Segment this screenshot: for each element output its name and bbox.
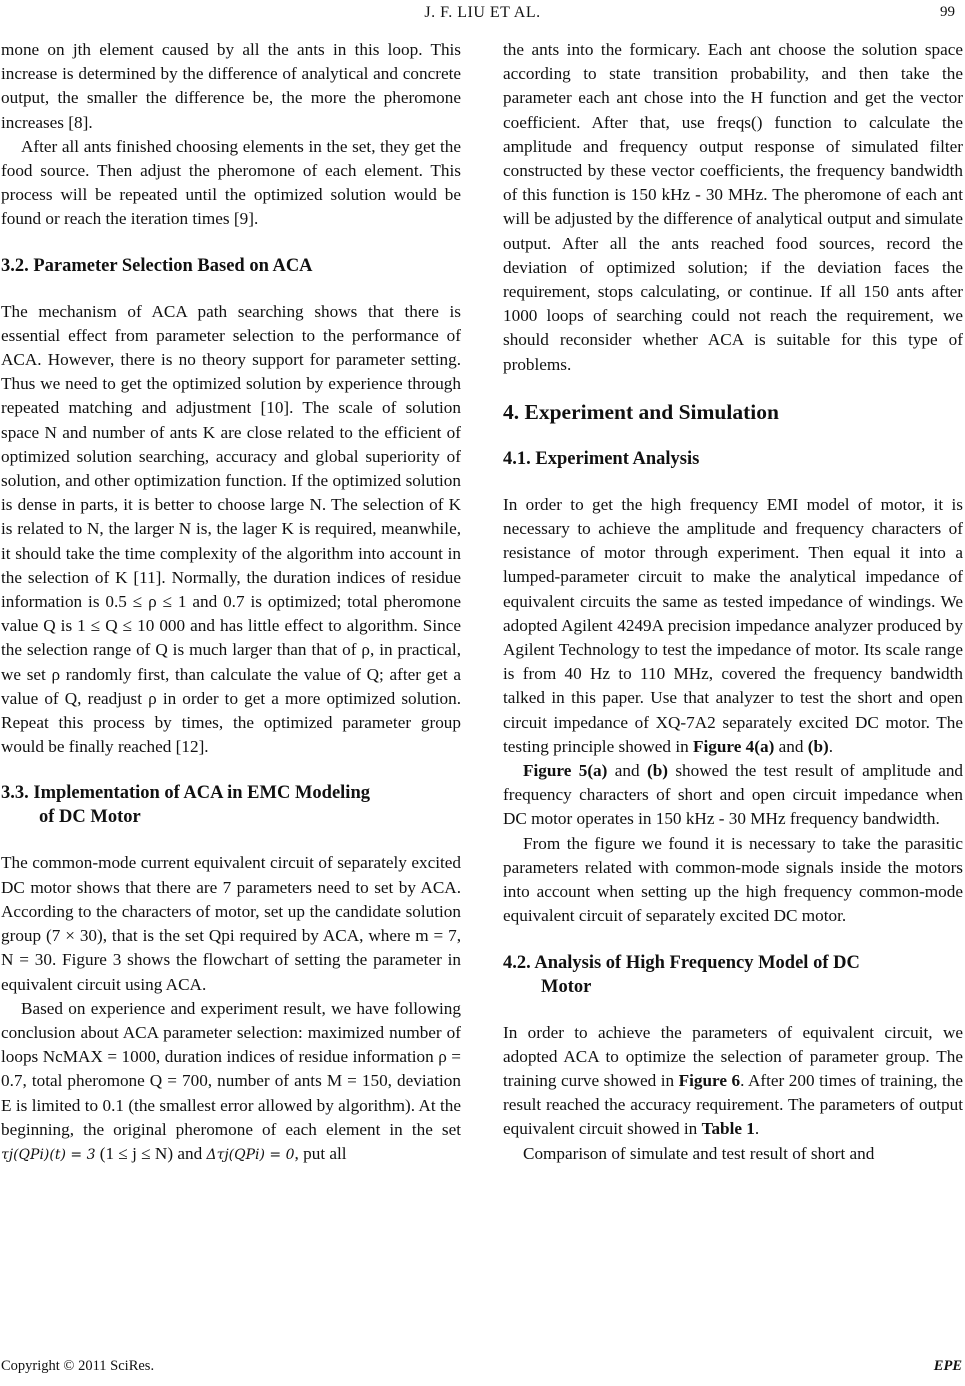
paragraph: The common-mode current equivalent circuit of separately excited DC motor shows that there are 7 parameters need to set by ACA. According to the characters of motor, set up the candidate solution group (7 × 30), that is the set Qpi required by ACA, where m = 7, N = 30. Figure 3 shows the flowchart of setting the parameter in equivalent circuit using ACA. <box>1 853 461 994</box>
section-heading-3-3 <box>1 781 461 829</box>
journal-abbreviation: EPE <box>933 1358 962 1374</box>
paragraph-text: . <box>828 736 834 756</box>
paragraph: From the figure we found it is necessary to take the parasitic parameters related with common-mode signals inside the motors into account when setting up the high frequency common-mode equivalent circuit of separately excited DC motor. <box>503 833 963 926</box>
paragraph-text: showed the test result of amplitude and frequency characters of short and open circuit impedance when DC motor operates in 150 kHz - 30 MHz frequency bandwidth. <box>503 761 964 829</box>
heading-line-2: Motor <box>541 976 592 997</box>
figure-reference: Figure 5(a) <box>523 761 608 781</box>
figure-reference: (b) <box>646 761 668 781</box>
paragraph-text: In order to achieve the parameters of equivalent circuit, we adopted ACA to optimize the selection of parameter group. The training curve showed in <box>503 1022 963 1090</box>
figure-reference: Figure 4(a) <box>693 736 775 756</box>
equation-inline: τj(QPi)(t) = 3 <box>1 1146 96 1163</box>
section-heading-3-2: 3.2. Parameter Selection Based on ACA <box>1 255 313 276</box>
paragraph-text: Based on experience and experiment result, we have following conclusion about ACA parameter selection: maximized number of loops NcMAX = 1000, duration indices of residue information ρ = 0.7, total pheromone Q = 700, number of ants M = 150, deviation E is limited to 0.1 (the smallest error allowed by algorithm). At the beginning, the original pheromone of each element in the set <box>1 998 461 1139</box>
heading-line-1: 4.2. Analysis of High Frequency Model of DC <box>503 952 860 973</box>
figure-reference: (b) <box>807 736 829 756</box>
running-title: J. F. LIU ET AL. <box>424 4 541 21</box>
paragraph: After all ants finished choosing elements in the set, they get the food source. Then adjust the pheromone of each element. This process will be repeated until the optimized solution would be found or reach the iteration times [9]. <box>1 136 461 229</box>
paragraph: Comparison of simulate and test result of short and <box>523 1143 875 1163</box>
page-number: 99 <box>940 4 955 20</box>
section-heading-4: 4. Experiment and Simulation <box>503 399 779 424</box>
paragraph-text: . After 200 times of training, the result reached the accuracy requirement. The parameters of output equivalent circuit showed in <box>503 1070 963 1139</box>
paragraph-text: and <box>778 736 804 756</box>
paragraph <box>1 997 461 1167</box>
paragraph <box>503 759 963 832</box>
paragraph-continued: mone on jth element caused by all the ants in this loop. This increase is determined by the difference of analytical and concrete output, the smaller the difference be, the more the pheromone increases [8]. <box>1 40 461 132</box>
paragraph-text: (1 ≤ j ≤ N) and <box>99 1143 203 1163</box>
paragraph-text: In order to get the high frequency EMI model of motor, it is necessary to achieve the amplitude and frequency characters of resistance of motor through experiment. Then equal it into a lumped-parameter circuit to make the analytical impedance of equivalent circuits the same as tested impedance of windings. We adopted Agilent 4249A precision impedance analyzer produced by Agilent Technology to test the impedance of motor. Its scale range is from 40 Hz to 110 MHz, covered the frequency bandwidth talked in this paper. Use that analyzer to test the short and open circuit impedance of XQ-7A2 separately excited DC motor. The testing principle showed in <box>503 494 963 756</box>
figure-reference: Figure 6 <box>678 1070 741 1090</box>
table-reference: Table 1 <box>701 1119 755 1139</box>
heading-line-2: of DC Motor <box>39 807 141 828</box>
right-column <box>503 38 963 1166</box>
equation-inline: Δτj(QPi) = 0 <box>206 1146 295 1163</box>
paragraph: The mechanism of ACA path searching shows that there is essential effect from parameter selection to the performance of ACA. However, there is no theory support for parameter setting. Thus we need to get the optimized solution by experience through repeated matching and adjustment [10]. The scale of solution space N and number of ants K are close related to the efficient of optimized solution searching, accuracy and global superiority of solution, and other optimization function. If the optimized solution is dense in parts, it is better to choose large N. The selection of K is related to N, the larger N is, the lager K is required, meanwhile, it should take the time complexity of the algorithm into account in the selection of K [11]. Normally, the duration indices of residue information is 0.5 ≤ ρ ≤ 1 and 0.7 is optimized; total pheromone value Q is 1 ≤ Q ≤ 10 000 and has little effect to algorithm. Since the selection range of Q is much larger than that of ρ, in practical, we set ρ randomly first, than calculate the value of Q; after get a value of Q, readjust ρ in order to get a more optimized solution. Repeat this process by times, the optimized parameter group would be finally reached [12]. <box>1 301 461 757</box>
paragraph-continued: the ants into the formicary. Each ant choose the solution space according to state transition probability, and then take the parameter each ant chose into the H function and get the vector coefficient. After that, use freqs() function to calculate the amplitude and frequency output response of simulated filter constructed by these vector coefficients, the frequency bandwidth of this function is 150 kHz - 30 MHz. The pheromone of each ant will be adjusted by the difference of analytical output and simulate output. After all the ants reached food sources, record the deviation of optimized solution; if the deviation faces the requirement, stops calculating, or continue. If all 150 ants after 1000 loops of searching could not reach the requirement, we should reconsider whether ACA is suitable for this type of problems. <box>503 40 963 374</box>
paragraph <box>503 1021 963 1142</box>
left-column <box>1 38 461 1167</box>
section-heading-4-2 <box>503 951 963 999</box>
copyright-notice: Copyright © 2011 SciRes. <box>1 1358 155 1374</box>
page-header <box>0 0 965 30</box>
paragraph-text: . <box>754 1119 760 1139</box>
paragraph-text: and <box>614 761 640 781</box>
section-heading-4-1: 4.1. Experiment Analysis <box>503 448 700 469</box>
paragraph-text: , put all <box>294 1143 347 1163</box>
paragraph <box>503 493 963 759</box>
heading-line-1: 3.3. Implementation of ACA in EMC Modeling <box>1 783 370 804</box>
